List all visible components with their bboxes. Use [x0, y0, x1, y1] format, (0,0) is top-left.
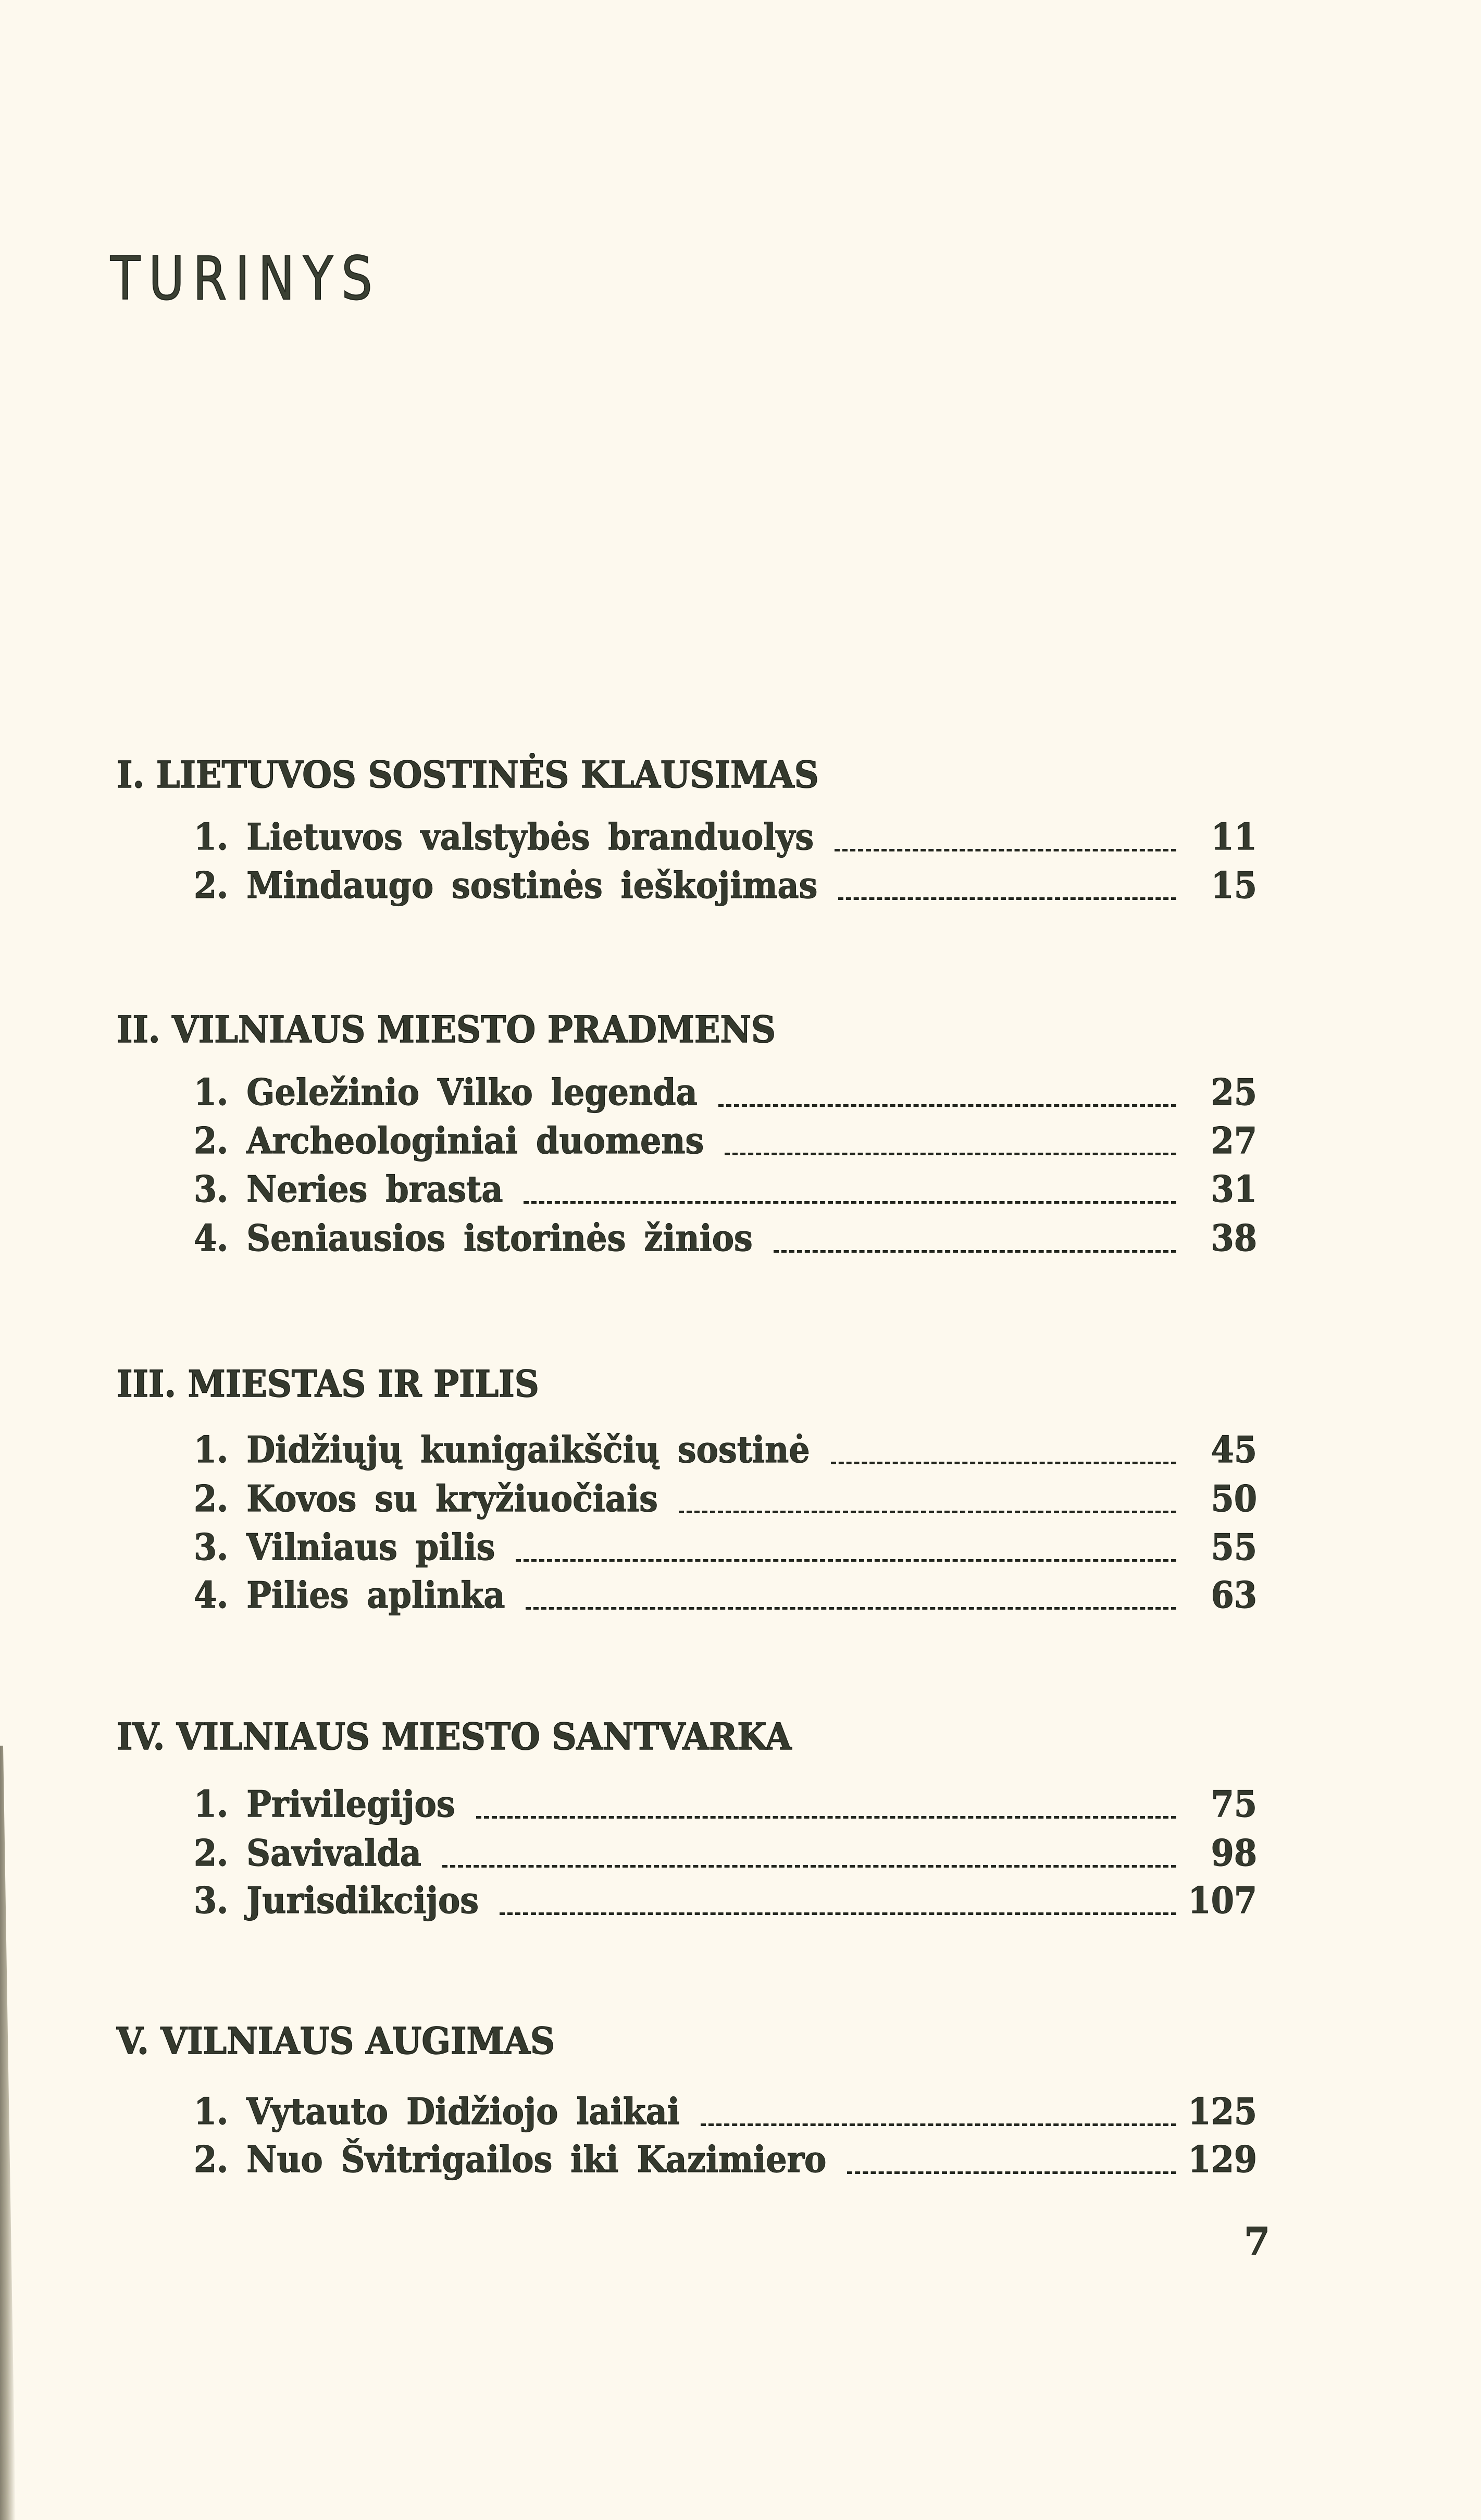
dot-leader [774, 1250, 1176, 1253]
toc-entry[interactable] [0, 1111, 1481, 1162]
section-heading-row [0, 2011, 1481, 2062]
section-heading: III. MIESTAS IR PILIS [117, 1362, 539, 1405]
section-heading: IV. VILNIAUS MIESTO SANTVARKA [117, 1715, 792, 1758]
dot-leader [500, 1912, 1176, 1915]
entry-title: 3. Neries brasta [194, 1168, 503, 1210]
entry-page-number: 15 [1211, 864, 1257, 907]
entry-page-number: 27 [1211, 1120, 1257, 1162]
toc-entry[interactable] [0, 1469, 1481, 1520]
entry-title: 2. Savivalda [194, 1832, 421, 1874]
toc-entry[interactable] [0, 856, 1481, 907]
section-heading-row [0, 745, 1481, 796]
dot-leader [524, 1201, 1176, 1204]
entry-title: 2. Kovos su kryžiuočiais [194, 1478, 658, 1520]
dot-leader [679, 1511, 1176, 1513]
entry-title: 3. Jurisdikcijos [194, 1880, 479, 1922]
entry-page-number: 50 [1211, 1478, 1257, 1520]
toc-entry[interactable] [0, 2130, 1481, 2181]
dot-leader [838, 897, 1176, 900]
toc-entry[interactable] [0, 1208, 1481, 1259]
toc-entry[interactable] [0, 1517, 1481, 1568]
entry-page-number: 107 [1188, 1880, 1257, 1922]
entry-title: 4. Pilies aplinka [194, 1574, 505, 1616]
toc-entry[interactable] [0, 1063, 1481, 1114]
entry-page-number: 129 [1188, 2139, 1257, 2181]
section-heading: V. VILNIAUS AUGIMAS [117, 2019, 555, 2062]
toc-entry[interactable] [0, 1420, 1481, 1471]
dot-leader [725, 1153, 1176, 1155]
entry-title: 2. Nuo Švitrigailos iki Kazimiero [194, 2139, 827, 2181]
entry-page-number: 63 [1211, 1574, 1257, 1616]
entry-title: 2. Mindaugo sostinės ieškojimas [194, 864, 818, 907]
entry-page-number: 75 [1211, 1783, 1257, 1825]
entry-title: 3. Vilniaus pilis [194, 1526, 495, 1568]
page-title: TURINYS [110, 244, 381, 313]
section-heading: I. LIETUVOS SOSTINĖS KLAUSIMAS [117, 753, 819, 796]
entry-title: 4. Seniausios istorinės žinios [194, 1217, 753, 1259]
entry-page-number: 55 [1211, 1526, 1257, 1568]
entry-title: 1. Privilegijos [194, 1783, 455, 1825]
dot-leader [526, 1607, 1176, 1610]
dot-leader [847, 2171, 1176, 2174]
entry-title: 2. Archeologiniai duomens [194, 1120, 704, 1162]
entry-title: 1. Lietuvos valstybės branduolys [194, 816, 814, 858]
entry-title: 1. Vytauto Didžiojo laikai [194, 2091, 680, 2133]
section-heading: II. VILNIAUS MIESTO PRADMENS [117, 1008, 776, 1051]
entry-page-number: 38 [1211, 1217, 1257, 1259]
entry-page-number: 98 [1211, 1832, 1257, 1874]
dot-leader [476, 1816, 1176, 1819]
entry-title: 1. Geležinio Vilko legenda [194, 1071, 698, 1114]
entry-title: 1. Didžiųjų kunigaikščių sostinė [194, 1429, 810, 1471]
dot-leader [701, 2123, 1176, 2126]
dot-leader [516, 1559, 1176, 1562]
entry-page-number: 125 [1188, 2091, 1257, 2133]
dot-leader [718, 1104, 1176, 1107]
section-heading-row [0, 1000, 1481, 1051]
entry-page-number: 45 [1211, 1429, 1257, 1471]
toc-entry[interactable] [0, 1823, 1481, 1874]
section-heading-row [0, 1354, 1481, 1405]
entry-page-number: 11 [1211, 816, 1257, 858]
toc-entry[interactable] [0, 1774, 1481, 1825]
toc-entry[interactable] [0, 807, 1481, 858]
dot-leader [831, 1462, 1176, 1464]
dot-leader [442, 1865, 1176, 1868]
dot-leader [835, 849, 1176, 851]
entry-page-number: 31 [1211, 1168, 1257, 1210]
toc-entry[interactable] [0, 1565, 1481, 1616]
toc-entry[interactable] [0, 2082, 1481, 2133]
section-heading-row [0, 1707, 1481, 1758]
page-number: 7 [1244, 2219, 1271, 2263]
toc-entry[interactable] [0, 1159, 1481, 1210]
entry-page-number: 25 [1211, 1071, 1257, 1114]
toc-entry[interactable] [0, 1871, 1481, 1922]
